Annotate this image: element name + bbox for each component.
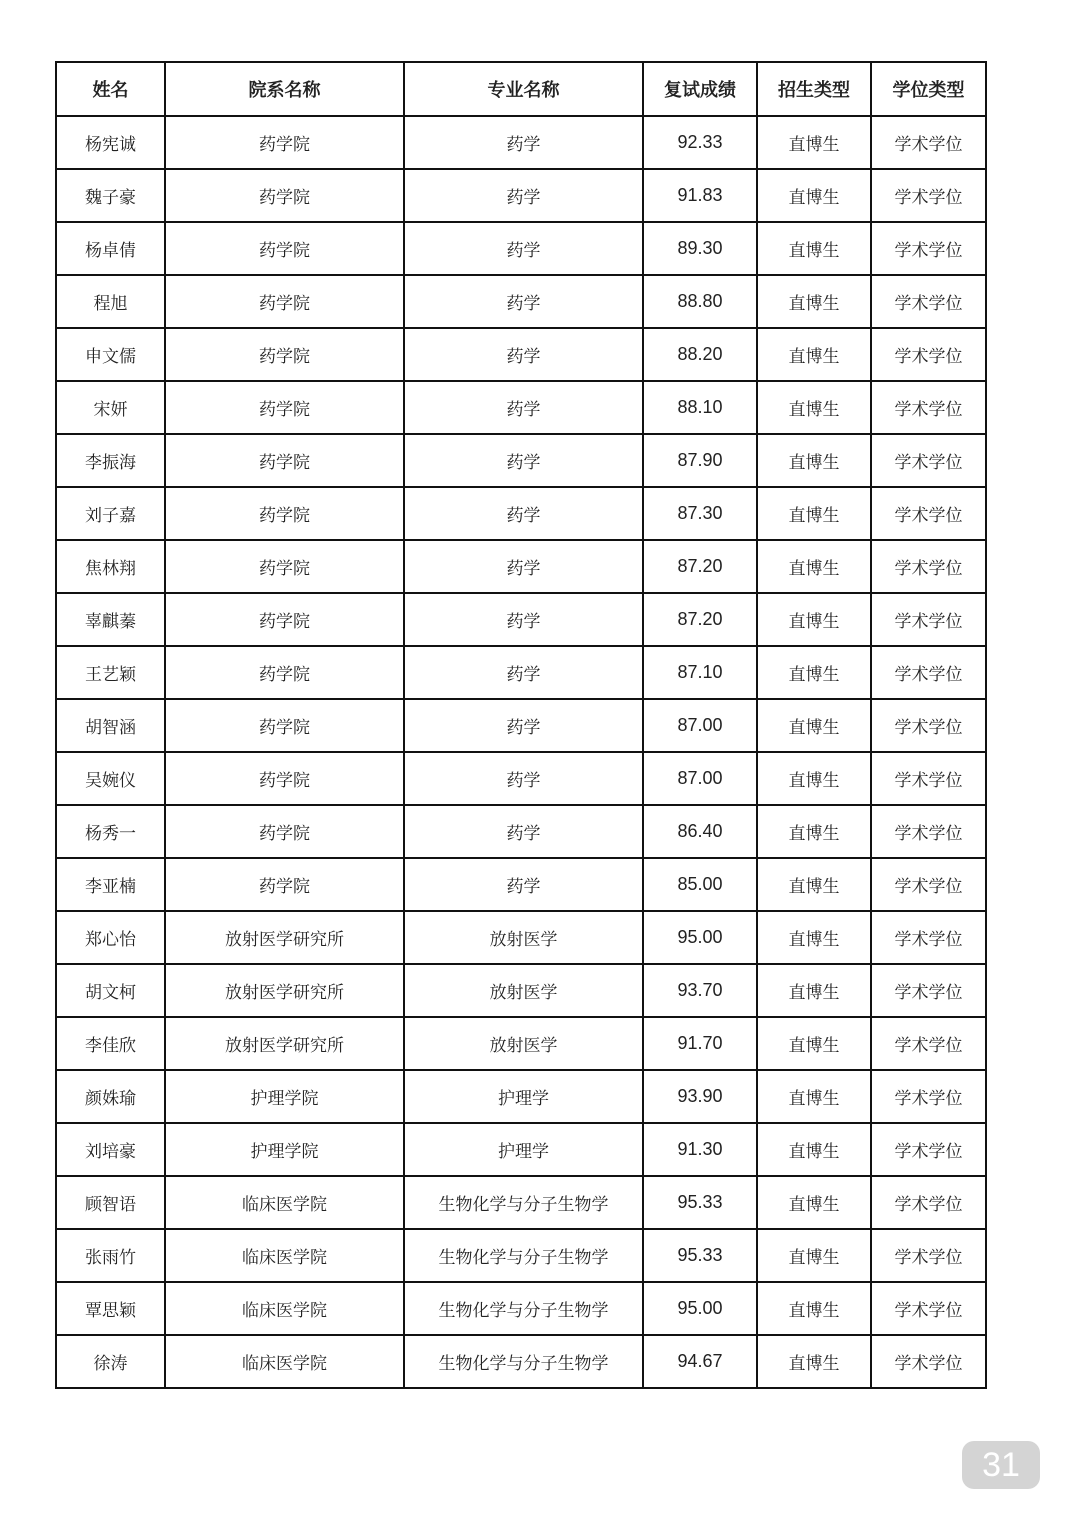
cell-name: 胡文柯: [56, 964, 165, 1017]
table-row: [56, 275, 986, 328]
table-row: [56, 1123, 986, 1176]
cell-name: 张雨竹: [56, 1229, 165, 1282]
cell-degree-type: 学术学位: [871, 116, 986, 169]
cell-name: 李佳欣: [56, 1017, 165, 1070]
cell-degree-type: 学术学位: [871, 434, 986, 487]
table-row: [56, 381, 986, 434]
cell-major: 生物化学与分子生物学: [404, 1335, 643, 1388]
cell-major: 药学: [404, 116, 643, 169]
cell-department: 护理学院: [165, 1070, 404, 1123]
cell-degree-type: 学术学位: [871, 169, 986, 222]
cell-department: 药学院: [165, 699, 404, 752]
cell-degree-type: 学术学位: [871, 1335, 986, 1388]
cell-degree-type: 学术学位: [871, 752, 986, 805]
cell-score: 87.20: [643, 593, 757, 646]
cell-name: 王艺颖: [56, 646, 165, 699]
header-department: 院系名称: [165, 62, 404, 116]
cell-department: 药学院: [165, 805, 404, 858]
cell-degree-type: 学术学位: [871, 1229, 986, 1282]
cell-department: 药学院: [165, 222, 404, 275]
cell-enrollment-type: 直博生: [757, 328, 871, 381]
cell-degree-type: 学术学位: [871, 805, 986, 858]
cell-score: 87.90: [643, 434, 757, 487]
cell-degree-type: 学术学位: [871, 593, 986, 646]
cell-degree-type: 学术学位: [871, 328, 986, 381]
cell-enrollment-type: 直博生: [757, 805, 871, 858]
table-row: [56, 1282, 986, 1335]
cell-score: 87.00: [643, 752, 757, 805]
cell-degree-type: 学术学位: [871, 540, 986, 593]
cell-degree-type: 学术学位: [871, 381, 986, 434]
cell-enrollment-type: 直博生: [757, 116, 871, 169]
cell-major: 护理学: [404, 1070, 643, 1123]
cell-enrollment-type: 直博生: [757, 1017, 871, 1070]
cell-score: 95.00: [643, 1282, 757, 1335]
cell-degree-type: 学术学位: [871, 1017, 986, 1070]
cell-name: 杨宪诚: [56, 116, 165, 169]
cell-department: 放射医学研究所: [165, 1017, 404, 1070]
cell-enrollment-type: 直博生: [757, 1123, 871, 1176]
cell-score: 91.30: [643, 1123, 757, 1176]
cell-name: 申文儒: [56, 328, 165, 381]
cell-enrollment-type: 直博生: [757, 169, 871, 222]
cell-enrollment-type: 直博生: [757, 752, 871, 805]
cell-enrollment-type: 直博生: [757, 699, 871, 752]
cell-department: 药学院: [165, 646, 404, 699]
cell-score: 89.30: [643, 222, 757, 275]
cell-department: 临床医学院: [165, 1229, 404, 1282]
cell-score: 87.20: [643, 540, 757, 593]
table-row: [56, 593, 986, 646]
cell-major: 药学: [404, 434, 643, 487]
cell-score: 94.67: [643, 1335, 757, 1388]
cell-name: 郑心怡: [56, 911, 165, 964]
cell-degree-type: 学术学位: [871, 911, 986, 964]
cell-enrollment-type: 直博生: [757, 593, 871, 646]
table-row: [56, 1017, 986, 1070]
cell-department: 药学院: [165, 593, 404, 646]
cell-major: 药学: [404, 858, 643, 911]
cell-department: 护理学院: [165, 1123, 404, 1176]
cell-score: 91.83: [643, 169, 757, 222]
page-number-badge: 31: [962, 1441, 1040, 1489]
cell-enrollment-type: 直博生: [757, 1335, 871, 1388]
cell-department: 放射医学研究所: [165, 964, 404, 1017]
cell-department: 药学院: [165, 116, 404, 169]
header-name: 姓名: [56, 62, 165, 116]
cell-enrollment-type: 直博生: [757, 434, 871, 487]
header-degree-type: 学位类型: [871, 62, 986, 116]
cell-score: 88.10: [643, 381, 757, 434]
cell-department: 临床医学院: [165, 1282, 404, 1335]
cell-degree-type: 学术学位: [871, 858, 986, 911]
cell-major: 放射医学: [404, 911, 643, 964]
cell-score: 93.90: [643, 1070, 757, 1123]
cell-department: 药学院: [165, 169, 404, 222]
cell-degree-type: 学术学位: [871, 275, 986, 328]
cell-department: 药学院: [165, 487, 404, 540]
cell-major: 药学: [404, 222, 643, 275]
cell-degree-type: 学术学位: [871, 646, 986, 699]
cell-score: 93.70: [643, 964, 757, 1017]
cell-score: 87.00: [643, 699, 757, 752]
table-row: [56, 911, 986, 964]
cell-major: 放射医学: [404, 1017, 643, 1070]
cell-major: 药学: [404, 540, 643, 593]
cell-department: 药学院: [165, 275, 404, 328]
cell-major: 药学: [404, 275, 643, 328]
cell-name: 宋妍: [56, 381, 165, 434]
cell-enrollment-type: 直博生: [757, 964, 871, 1017]
cell-degree-type: 学术学位: [871, 1070, 986, 1123]
cell-name: 杨卓倩: [56, 222, 165, 275]
cell-enrollment-type: 直博生: [757, 1229, 871, 1282]
cell-score: 91.70: [643, 1017, 757, 1070]
cell-department: 药学院: [165, 858, 404, 911]
cell-enrollment-type: 直博生: [757, 858, 871, 911]
cell-name: 颜姝瑜: [56, 1070, 165, 1123]
table-row: [56, 116, 986, 169]
cell-major: 药学: [404, 487, 643, 540]
cell-name: 魏子豪: [56, 169, 165, 222]
cell-major: 护理学: [404, 1123, 643, 1176]
cell-degree-type: 学术学位: [871, 964, 986, 1017]
cell-name: 焦林翔: [56, 540, 165, 593]
admission-results-table-container: [55, 61, 985, 1389]
cell-name: 辜麒蓁: [56, 593, 165, 646]
cell-score: 95.33: [643, 1229, 757, 1282]
cell-name: 顾智语: [56, 1176, 165, 1229]
cell-enrollment-type: 直博生: [757, 275, 871, 328]
cell-degree-type: 学术学位: [871, 699, 986, 752]
header-major: 专业名称: [404, 62, 643, 116]
cell-score: 92.33: [643, 116, 757, 169]
cell-enrollment-type: 直博生: [757, 540, 871, 593]
cell-enrollment-type: 直博生: [757, 1176, 871, 1229]
cell-enrollment-type: 直博生: [757, 911, 871, 964]
cell-name: 刘培豪: [56, 1123, 165, 1176]
cell-name: 胡智涵: [56, 699, 165, 752]
cell-department: 药学院: [165, 752, 404, 805]
cell-name: 徐涛: [56, 1335, 165, 1388]
table-row: [56, 222, 986, 275]
cell-department: 临床医学院: [165, 1176, 404, 1229]
table-row: [56, 1176, 986, 1229]
cell-degree-type: 学术学位: [871, 487, 986, 540]
cell-score: 87.10: [643, 646, 757, 699]
header-enrollment-type: 招生类型: [757, 62, 871, 116]
cell-degree-type: 学术学位: [871, 1176, 986, 1229]
cell-department: 放射医学研究所: [165, 911, 404, 964]
table-row: [56, 487, 986, 540]
table-row: [56, 964, 986, 1017]
cell-department: 临床医学院: [165, 1335, 404, 1388]
cell-score: 95.00: [643, 911, 757, 964]
cell-enrollment-type: 直博生: [757, 646, 871, 699]
cell-major: 药学: [404, 593, 643, 646]
table-row: [56, 1335, 986, 1388]
table-row: [56, 858, 986, 911]
cell-enrollment-type: 直博生: [757, 1282, 871, 1335]
table-row: [56, 752, 986, 805]
table-row: [56, 169, 986, 222]
cell-name: 吴婉仪: [56, 752, 165, 805]
cell-name: 杨秀一: [56, 805, 165, 858]
cell-major: 药学: [404, 646, 643, 699]
cell-major: 药学: [404, 805, 643, 858]
cell-department: 药学院: [165, 381, 404, 434]
cell-name: 覃思颖: [56, 1282, 165, 1335]
cell-degree-type: 学术学位: [871, 222, 986, 275]
cell-enrollment-type: 直博生: [757, 487, 871, 540]
table-row: [56, 699, 986, 752]
admission-results-table: [55, 61, 987, 1389]
cell-department: 药学院: [165, 540, 404, 593]
table-row: [56, 540, 986, 593]
cell-major: 放射医学: [404, 964, 643, 1017]
cell-major: 药学: [404, 699, 643, 752]
cell-enrollment-type: 直博生: [757, 381, 871, 434]
cell-major: 药学: [404, 381, 643, 434]
table-row: [56, 434, 986, 487]
cell-name: 程旭: [56, 275, 165, 328]
cell-enrollment-type: 直博生: [757, 1070, 871, 1123]
cell-major: 生物化学与分子生物学: [404, 1282, 643, 1335]
cell-score: 88.20: [643, 328, 757, 381]
header-score: 复试成绩: [643, 62, 757, 116]
table-row: [56, 1229, 986, 1282]
table-row: [56, 1070, 986, 1123]
table-row: [56, 646, 986, 699]
cell-score: 86.40: [643, 805, 757, 858]
cell-score: 95.33: [643, 1176, 757, 1229]
cell-name: 刘子嘉: [56, 487, 165, 540]
cell-score: 88.80: [643, 275, 757, 328]
cell-enrollment-type: 直博生: [757, 222, 871, 275]
cell-degree-type: 学术学位: [871, 1282, 986, 1335]
table-header-row: [56, 62, 986, 116]
cell-major: 生物化学与分子生物学: [404, 1229, 643, 1282]
cell-degree-type: 学术学位: [871, 1123, 986, 1176]
table-row: [56, 328, 986, 381]
table-row: [56, 805, 986, 858]
cell-department: 药学院: [165, 434, 404, 487]
cell-major: 药学: [404, 169, 643, 222]
cell-major: 药学: [404, 328, 643, 381]
cell-name: 李亚楠: [56, 858, 165, 911]
cell-major: 药学: [404, 752, 643, 805]
cell-score: 85.00: [643, 858, 757, 911]
cell-score: 87.30: [643, 487, 757, 540]
cell-department: 药学院: [165, 328, 404, 381]
cell-major: 生物化学与分子生物学: [404, 1176, 643, 1229]
cell-name: 李振海: [56, 434, 165, 487]
table-body: [56, 116, 986, 1388]
